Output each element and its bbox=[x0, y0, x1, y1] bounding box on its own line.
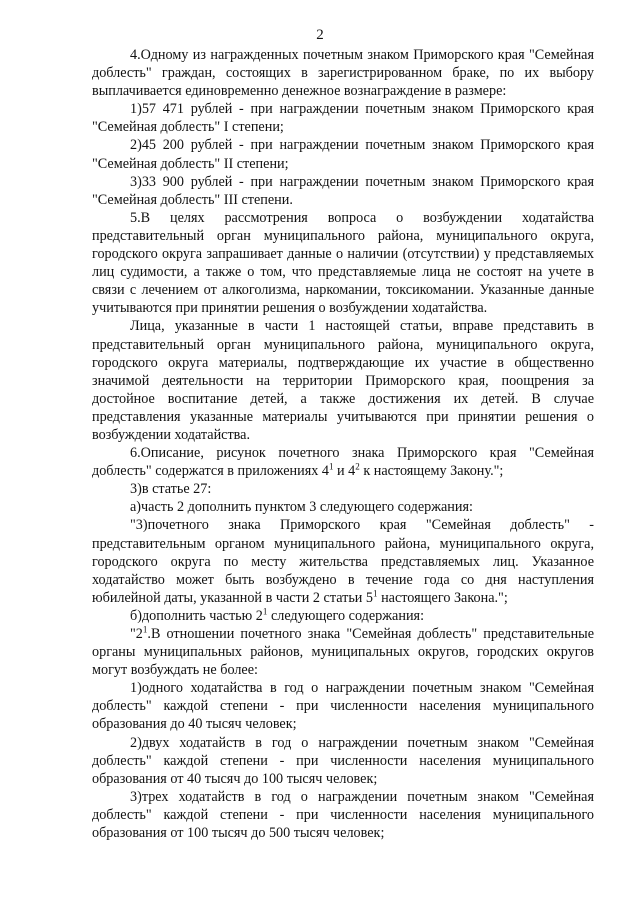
paragraph: 4.Одному из награжденных почетным знаком Приморского края "Семейная доблесть" граждан, состоящих в зарегистрированном браке, по их выбору выплачивается единовременно денежное вознаграждение в размере: bbox=[92, 47, 594, 100]
text-run: к настоящему Закону."; bbox=[359, 463, 504, 480]
document-body bbox=[92, 46, 594, 842]
text-run: и 4 bbox=[333, 463, 356, 480]
paragraph: 2)двух ходатайств в год о награждении почетным знаком "Семейная доблесть" каждой степени - при численности населения муниципального образования от 40 тысяч до 100 тысяч человек; bbox=[92, 734, 594, 787]
paragraph bbox=[92, 516, 594, 606]
paragraph: а)часть 2 дополнить пунктом 3 следующего содержания: bbox=[130, 499, 473, 516]
paragraph: 3)трех ходатайств в год о награждении почетным знаком "Семейная доблесть" каждой степени - при численности населения муниципального образования от 100 тысяч до 500 тысяч человек; bbox=[92, 788, 594, 842]
text-run: следующего содержания: bbox=[267, 607, 425, 624]
paragraph: Лица, указанные в части 1 настоящей статьи, вправе представить в представительный орган муниципального района, муниципального округа, городского округа материалы, подтверждающие их участие в общественно значимой деятельности на территории Приморского края, поощрения за достойное воспитание детей, а также достижения их детей. В случае представления указанные материалы учитываются при принятии решения о возбуждении ходатайства. bbox=[92, 318, 594, 443]
text-run: "2 bbox=[130, 626, 143, 642]
paragraph: 1)57 471 рублей - при награждении почетным знаком Приморского края "Семейная доблесть" I степени; bbox=[92, 101, 594, 136]
superscript-index: 1 bbox=[328, 461, 334, 472]
superscript-index: 2 bbox=[355, 461, 360, 472]
text-run: 6.Описание, рисунок почетного знака Приморского края "Семейная доблесть" содержатся в приложениях 4 bbox=[92, 445, 594, 480]
superscript-index: 1 bbox=[142, 624, 148, 635]
paragraph bbox=[92, 607, 594, 625]
page-number: 2 bbox=[316, 27, 324, 43]
superscript-index: 1 bbox=[373, 588, 378, 599]
text-run: настоящего Закона."; bbox=[377, 589, 508, 606]
paragraph bbox=[92, 444, 594, 480]
paragraph: 2)45 200 рублей - при награждении почетным знаком Приморского края "Семейная доблесть" II степени; bbox=[92, 137, 594, 172]
paragraph: 3)в статье 27: bbox=[130, 481, 212, 498]
paragraph: 3)33 900 рублей - при награждении почетным знаком Приморского края "Семейная доблесть" III степени. bbox=[92, 173, 594, 208]
superscript-index: 1 bbox=[262, 606, 268, 617]
paragraph: 5.В целях рассмотрения вопроса о возбуждении ходатайства представительный орган муниципального района, муниципального округа, городского округа запрашивает данные о наличии (отсутствии) у представляемых лиц судимости, а также о том, что представляемые лица не состоят на учете в связи с лечением от алкоголизма, наркомании, токсикомании. Указанные данные учитываются при принятии решения о возбуждении ходатайства. bbox=[92, 209, 594, 317]
paragraph bbox=[92, 625, 594, 679]
paragraph: 1)одного ходатайства в год о награждении почетным знаком "Семейная доблесть" каждой степени - при численности населения муниципального образования до 40 тысяч человек; bbox=[92, 680, 594, 733]
text-run: .В отношении почетного знака "Семейная доблесть" представительные органы муниципальных районов, муниципальных округов, городских округов могут возбуждать не более: bbox=[92, 626, 594, 679]
text-run: б)дополнить частью 2 bbox=[130, 607, 263, 624]
text-run: "3)почетного знака Приморского края "Семейная доблесть" - представительным органом муниципального района, муниципального округа, городского округа по месту жительства представляемых лиц. Указанное ходатайство может быть возбуждено в течение года со дня наступления юбилейной даты, указанной в части 2 статьи 5 bbox=[92, 517, 594, 606]
